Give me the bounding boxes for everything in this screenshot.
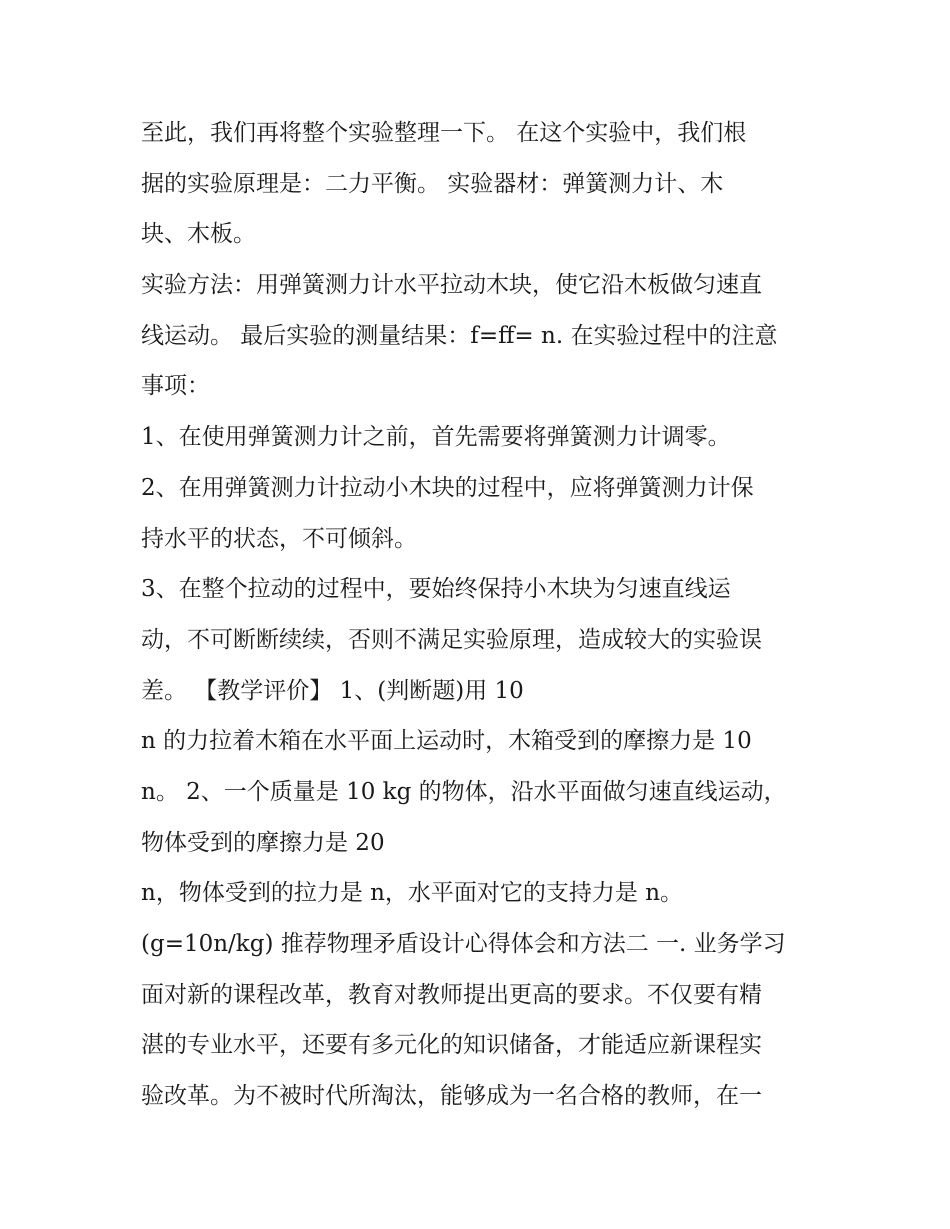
text-line: 块、木板。 <box>141 221 256 248</box>
text-line: 3、在整个拉动的过程中，要始终保持小木块为匀速直线运 <box>141 576 731 603</box>
text-line: 动，不可断断续续，否则不满足实验原理，造成较大的实验误 <box>141 626 762 653</box>
text-line: 物体受到的摩擦力是 20 <box>141 829 385 856</box>
text-line: 事项： <box>141 373 210 400</box>
text-line: 验改革。为不被时代所淘汰，能够成为一名合格的教师，在一 <box>141 1083 762 1110</box>
text-line: (g=10n/kg) 推荐物理矛盾设计心得体会和方法二 一. 业务学习 <box>141 931 786 957</box>
text-line: 据的实验原理是：二力平衡。 实验器材：弹簧测力计、木 <box>141 170 724 197</box>
text-line: 湛的专业水平，还要有多元化的知识储备，才能适应新课程实 <box>141 1032 762 1059</box>
document-body <box>141 108 821 1122</box>
text-line: n，物体受到的拉力是 n，水平面对它的支持力是 n。 <box>141 880 684 907</box>
text-line: 持水平的状态，不可倾斜。 <box>141 525 417 552</box>
text-line: 差。 【教学评价】 1、(判断题)用 10 <box>141 677 524 704</box>
text-line: 实验方法：用弹簧测力计水平拉动木块，使它沿木板做匀速直 <box>141 272 762 299</box>
text-line: 线运动。 最后实验的测量结果：f=ff= n. 在实验过程中的注意 <box>141 322 778 349</box>
text-line: n。 2、一个质量是 10 kg 的物体，沿水平面做匀速直线运动， <box>141 778 787 805</box>
text-line: 2、在用弹簧测力计拉动小木块的过程中，应将弹簧测力计保 <box>141 474 754 501</box>
text-line: 至此，我们再将整个实验整理一下。 在这个实验中，我们根 <box>141 120 747 146</box>
text-line: 1、在使用弹簧测力计之前，首先需要将弹簧测力计调零。 <box>141 424 731 451</box>
text-line: 面对新的课程改革，教育对教师提出更高的要求。不仅要有精 <box>141 981 762 1008</box>
text-line: n 的力拉着木箱在水平面上运动时，木箱受到的摩擦力是 10 <box>141 728 752 755</box>
